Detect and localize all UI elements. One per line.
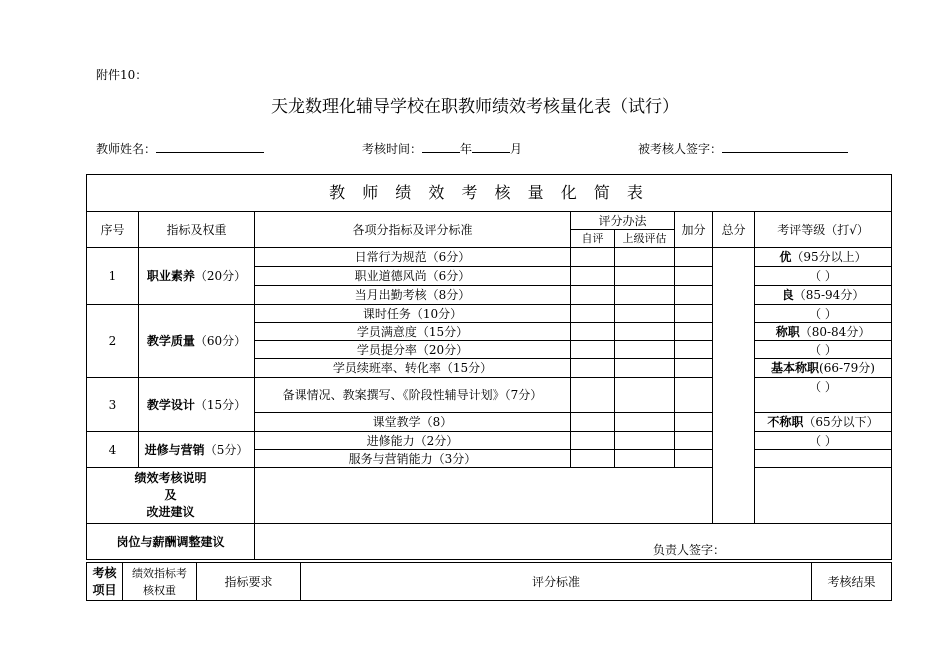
- salary-label: 岗位与薪酬调整建议: [87, 524, 255, 560]
- header-superior: 上级评估: [615, 230, 675, 248]
- indicator-name: 教学质量: [146, 334, 195, 348]
- assessment-criteria-table: [86, 562, 892, 601]
- grade-option[interactable]: [755, 413, 892, 432]
- self-score-cell[interactable]: [571, 378, 615, 413]
- evaluation-table: [86, 174, 892, 560]
- criteria-item: 服务与营销能力（3分）: [255, 450, 571, 468]
- criteria-item: 职业道德风尚（6分）: [255, 267, 571, 286]
- header-result: 考核结果: [812, 563, 892, 601]
- attachment-label: 附件10：: [96, 68, 148, 82]
- bonus-cell[interactable]: [675, 286, 713, 305]
- bonus-cell[interactable]: [675, 413, 713, 432]
- responsible-signature-label: 负责人签字：: [653, 543, 726, 557]
- grade-option[interactable]: [755, 378, 892, 413]
- year-field[interactable]: [422, 140, 460, 153]
- indicator-weight: （5分）: [204, 442, 249, 457]
- grade-range: （80-84分）: [799, 324, 871, 339]
- notes-label-line-2: 及: [164, 488, 177, 502]
- teacher-name-field[interactable]: [156, 140, 264, 153]
- superior-score-cell[interactable]: [615, 267, 675, 286]
- grade-check-blank: （ ）: [809, 306, 837, 321]
- self-score-cell[interactable]: [571, 432, 615, 450]
- signature-label: 被考核人签字：: [638, 142, 723, 156]
- grade-range: （65分以下）: [803, 415, 879, 429]
- grade-check-blank: （ ）: [809, 380, 837, 394]
- self-score-cell[interactable]: [571, 359, 615, 378]
- grade-option[interactable]: [755, 305, 892, 323]
- grade-option[interactable]: [755, 267, 892, 286]
- header-grade: 考评等级（打√）: [755, 212, 892, 248]
- teacher-name-label: 教师姓名：: [96, 142, 157, 156]
- bonus-cell[interactable]: [675, 305, 713, 323]
- grade-option[interactable]: [755, 286, 892, 305]
- group-indicator: [139, 432, 255, 468]
- exam-time-label: 考核时间：: [362, 142, 423, 156]
- header-indicator: 指标及权重: [139, 212, 255, 248]
- superior-score-cell[interactable]: [615, 323, 675, 341]
- self-score-cell[interactable]: [571, 286, 615, 305]
- exam-time-row: [362, 140, 522, 156]
- indicator-name: 进修与营销: [144, 442, 205, 457]
- group-no: 2: [87, 305, 139, 378]
- indicator-weight: （60分）: [194, 334, 247, 348]
- bonus-cell[interactable]: [675, 450, 713, 468]
- page-title: 天龙数理化辅导学校在职教师绩效考核量化表（试行）: [271, 97, 679, 117]
- header-bonus: 加分: [675, 212, 713, 248]
- criteria-item: 学员满意度（15分）: [255, 323, 571, 341]
- grade-name: 优: [779, 250, 792, 264]
- month-field[interactable]: [472, 140, 510, 153]
- bonus-cell[interactable]: [675, 432, 713, 450]
- signature-row: [638, 140, 848, 156]
- notes-label: [87, 468, 255, 524]
- grade-check-blank: （ ）: [809, 433, 837, 448]
- month-label: 月: [510, 142, 523, 156]
- header-assessment-item: 考核项目: [87, 563, 123, 601]
- bonus-cell[interactable]: [675, 267, 713, 286]
- superior-score-cell[interactable]: [615, 432, 675, 450]
- criteria-item: 课堂教学（8）: [255, 413, 571, 432]
- header-method: 评分办法: [571, 212, 675, 230]
- header-no: 序号: [87, 212, 139, 248]
- header-self: 自评: [571, 230, 615, 248]
- header-requirement: 指标要求: [197, 563, 301, 601]
- bonus-cell[interactable]: [675, 378, 713, 413]
- bonus-cell[interactable]: [675, 248, 713, 267]
- grade-check-blank: （ ）: [809, 269, 837, 283]
- grade-option[interactable]: [755, 450, 892, 468]
- indicator-weight: （20分）: [194, 269, 247, 283]
- grade-name: 称职: [775, 324, 800, 339]
- grade-option[interactable]: [755, 341, 892, 359]
- self-score-cell[interactable]: [571, 341, 615, 359]
- superior-score-cell[interactable]: [615, 248, 675, 267]
- notes-label-line-1: 绩效考核说明: [134, 471, 207, 485]
- grade-range: （95分以上）: [791, 250, 867, 264]
- superior-score-cell[interactable]: [615, 450, 675, 468]
- superior-score-cell[interactable]: [615, 413, 675, 432]
- bonus-cell[interactable]: [675, 323, 713, 341]
- criteria-item: 备课情况、教案撰写、《阶段性辅导计划》（7分）: [255, 378, 571, 413]
- grade-option[interactable]: [755, 432, 892, 450]
- superior-score-cell[interactable]: [615, 378, 675, 413]
- group-no: 3: [87, 378, 139, 432]
- self-score-cell[interactable]: [571, 323, 615, 341]
- teacher-name-row: [96, 140, 264, 156]
- self-score-cell[interactable]: [571, 413, 615, 432]
- criteria-item: 进修能力（2分）: [255, 432, 571, 450]
- grade-option[interactable]: [755, 323, 892, 341]
- grade-range: (66-79分): [819, 361, 875, 375]
- superior-score-cell[interactable]: [615, 305, 675, 323]
- grade-name: 良: [781, 288, 794, 302]
- group-indicator: [139, 305, 255, 378]
- self-score-cell[interactable]: [571, 450, 615, 468]
- group-no: 1: [87, 248, 139, 305]
- superior-score-cell[interactable]: [615, 286, 675, 305]
- year-label: 年: [460, 142, 473, 156]
- header-total: 总分: [713, 212, 755, 248]
- self-score-cell[interactable]: [571, 305, 615, 323]
- superior-score-cell[interactable]: [615, 341, 675, 359]
- bonus-cell[interactable]: [675, 341, 713, 359]
- indicator-name: 职业素养: [146, 269, 195, 283]
- grade-check-blank: （ ）: [809, 342, 837, 357]
- table-title: 教 师 绩 效 考 核 量 化 简 表: [87, 175, 892, 212]
- criteria-item: 学员提分率（20分）: [255, 341, 571, 359]
- notes-content-cell[interactable]: [255, 468, 892, 524]
- self-score-cell[interactable]: [571, 267, 615, 286]
- header-weight: 绩效指标考核权重: [123, 563, 197, 601]
- grade-option[interactable]: [755, 248, 892, 267]
- bonus-cell[interactable]: [675, 359, 713, 378]
- signature-field[interactable]: [722, 140, 848, 153]
- grade-name: 基本称职: [771, 361, 820, 375]
- criteria-item: 当月出勤考核（8分）: [255, 286, 571, 305]
- grade-name: 不称职: [767, 415, 804, 429]
- header-criteria: 各项分指标及评分标准: [255, 212, 571, 248]
- group-no: 4: [87, 432, 139, 468]
- header-scoring-standard: 评分标准: [301, 563, 812, 601]
- notes-label-line-3: 改进建议: [146, 505, 195, 519]
- salary-content-cell[interactable]: [255, 524, 892, 560]
- criteria-item: 日常行为规范（6分）: [255, 248, 571, 267]
- criteria-item: 课时任务（10分）: [255, 305, 571, 323]
- group-indicator: [139, 378, 255, 432]
- indicator-weight: （15分）: [194, 397, 247, 412]
- grade-range: （85-94分）: [793, 288, 865, 302]
- self-score-cell[interactable]: [571, 248, 615, 267]
- criteria-item: 学员续班率、转化率（15分）: [255, 359, 571, 378]
- grade-option[interactable]: [755, 359, 892, 378]
- indicator-name: 教学设计: [146, 397, 195, 412]
- superior-score-cell[interactable]: [615, 359, 675, 378]
- group-indicator: [139, 248, 255, 305]
